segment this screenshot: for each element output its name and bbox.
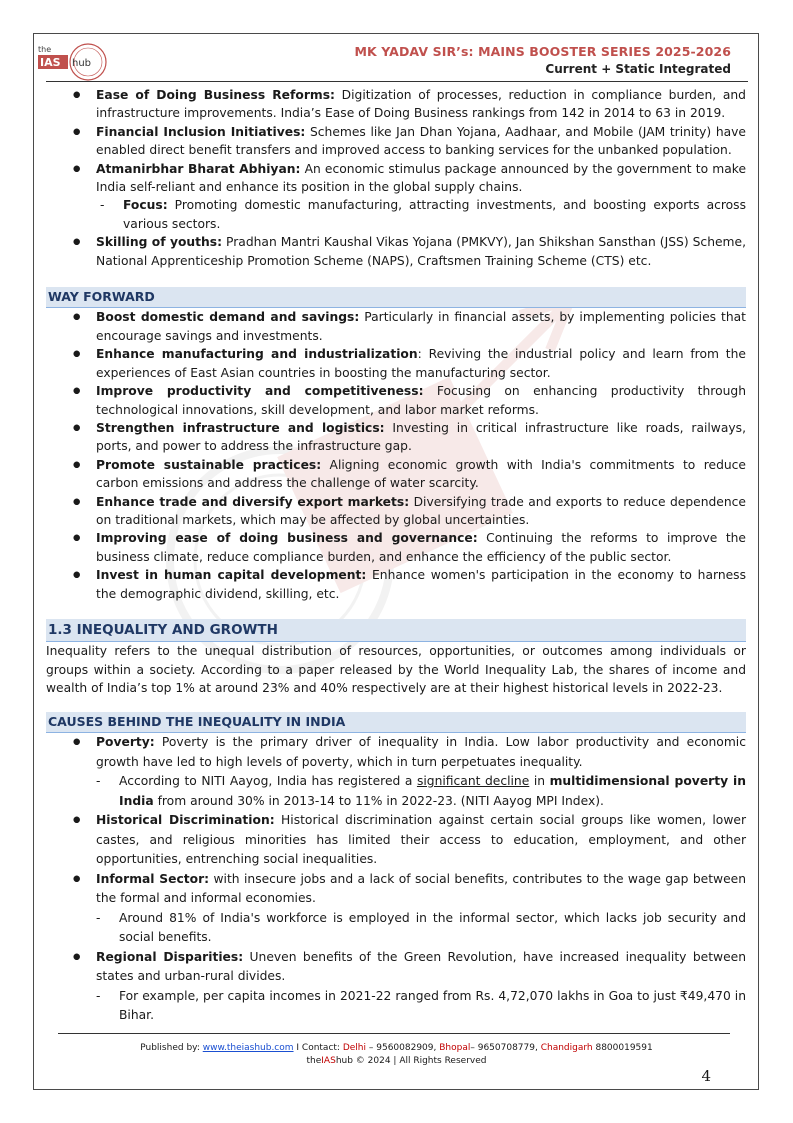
page-number: 4: [701, 1067, 711, 1085]
list-item: ● Enhance manufacturing and industrialization: Reviving the industrial policy and learn from the experiences of East Asian countries in boosting the manufacturing sector.: [46, 345, 746, 382]
footer-contact: Published by: www.theiashub.com I Contact: Delhi – 9560082909, Bhopal– 9650708779, Chandigarh 8800019591: [140, 1043, 653, 1053]
list-item: ● Poverty: Poverty is the primary driver of inequality in India. Low labor productivity and economic growth have led to high levels of poverty, which in turn perpetuates inequality. - According to NITI Aayog, India has registered a significant decline in multidimensional poverty in India from around 30% in 2013-14 to 11% in 2022-23. (NITI Aayog MPI Index).: [46, 733, 746, 811]
header-rule: [46, 81, 748, 82]
list-item: ● Improve productivity and competitiveness: Focusing on enhancing productivity through technological innovations, skill development, and labor market reforms.: [46, 382, 746, 419]
causes-heading: CAUSES BEHIND THE INEQUALITY IN INDIA: [46, 712, 746, 733]
svg-text:IAS: IAS: [40, 56, 61, 69]
list-item: ● Informal Sector: with insecure jobs and a lack of social benefits, contributes to the wage gap between the formal and informal economies. - Around 81% of India's workforce is employed in the informal sector, which lacks job security and social benefits.: [46, 870, 746, 948]
list-item: ● Enhance trade and diversify export markets: Diversifying trade and exports to reduce dependence on traditional markets, which may be affected by global uncertainties.: [46, 493, 746, 530]
list-item: ● Financial Inclusion Initiatives: Schemes like Jan Dhan Yojana, Aadhaar, and Mobile (JAM trinity) have enabled direct benefit transfers and improved access to banking services for the unbanked population.: [46, 123, 746, 160]
footer-copyright: theIAShub © 2024 | All Rights Reserved: [306, 1056, 487, 1066]
list-item: ● Improving ease of doing business and governance: Continuing the reforms to improve the business climate, reduce compliance burden, and enhance the efficiency of the public sector.: [46, 529, 746, 566]
list-item: ● Boost domestic demand and savings: Particularly in financial assets, by implementing policies that encourage savings and investments.: [46, 308, 746, 345]
list-item: ● Regional Disparities: Uneven benefits of the Green Revolution, have increased inequality between states and urban-rural divides. - For example, per capita incomes in 2021-22 ranged from Rs. 4,72,070 lakhs in Goa to just ₹49,470 in Bihar.: [46, 948, 746, 1026]
list-item: ● Strengthen infrastructure and logistics: Investing in critical infrastructure like roads, railways, ports, and power to address the infrastructure gap.: [46, 419, 746, 456]
inequality-heading: 1.3 INEQUALITY AND GROWTH: [46, 619, 746, 642]
list-item: ● Ease of Doing Business Reforms: Digitization of processes, reduction in compliance burden, and infrastructure improvements. India’s Ease of Doing Business rankings from 142 in 2014 to 63 in 2019.: [46, 86, 746, 123]
svg-text:hub: hub: [72, 58, 92, 69]
website-link[interactable]: www.theiashub.com: [202, 1043, 294, 1053]
focus-subpoint: - Focus: Promoting domestic manufacturing, attracting investments, and boosting exports across various sectors.: [100, 198, 746, 231]
reforms-list: [46, 86, 746, 196]
causes-list: [46, 733, 746, 1026]
list-item: ● Promote sustainable practices: Aligning economic growth with India's commitments to reduce carbon emissions and address the challenge of water scarcity.: [46, 456, 746, 493]
list-item: ● Historical Discrimination: Historical discrimination against certain social groups like women, lower castes, and religious minorities has limited their access to education, employment, and other opportunities, entrenching social inequalities.: [46, 811, 746, 870]
skilling-list: [46, 233, 746, 270]
poverty-subpoint: - According to NITI Aayog, India has registered a significant decline in multidimensional poverty in India from around 30% in 2013-14 to 11% in 2022-23. (NITI Aayog MPI Index).: [96, 774, 746, 808]
list-item: ● Atmanirbhar Bharat Abhiyan: An economic stimulus package announced by the government to make India self-reliant and enhance its position in the global supply chains.: [46, 160, 746, 197]
way-forward-list: [46, 308, 746, 603]
footer-rule: [58, 1033, 730, 1034]
inequality-paragraph: Inequality refers to the unequal distribution of resources, opportunities, or outcomes among individuals or groups within a society. According to a paper released by the World Inequality Lab, the shares of income and wealth of India’s top 1% at around 23% and 40% respectively are at their highest historical levels in 2022-23.: [46, 644, 746, 696]
svg-text:the: the: [38, 45, 52, 54]
series-subtitle: Current + Static Integrated: [545, 62, 731, 76]
series-title: MK YADAV SIR’s: MAINS BOOSTER SERIES 2025-2026: [354, 44, 731, 59]
list-item: ● Invest in human capital development: Enhance women's participation in the economy to harness the demographic dividend, skilling, etc.: [46, 566, 746, 603]
regional-subpoint: - For example, per capita incomes in 2021-22 ranged from Rs. 4,72,070 lakhs in Goa to just ₹49,470 in Bihar.: [96, 988, 746, 1022]
list-item: ● Skilling of youths: Pradhan Mantri Kaushal Vikas Yojana (PMKVY), Jan Shikshan Sansthan (JSS) Scheme, National Apprenticeship Promotion Scheme (NAPS), Craftsmen Training Scheme (CTS) etc.: [46, 233, 746, 270]
informal-subpoint: - Around 81% of India's workforce is employed in the informal sector, which lacks job security and social benefits.: [96, 910, 746, 944]
way-forward-heading: WAY FORWARD: [46, 287, 746, 308]
iashub-logo: [36, 40, 116, 84]
page-content: [46, 86, 746, 1026]
